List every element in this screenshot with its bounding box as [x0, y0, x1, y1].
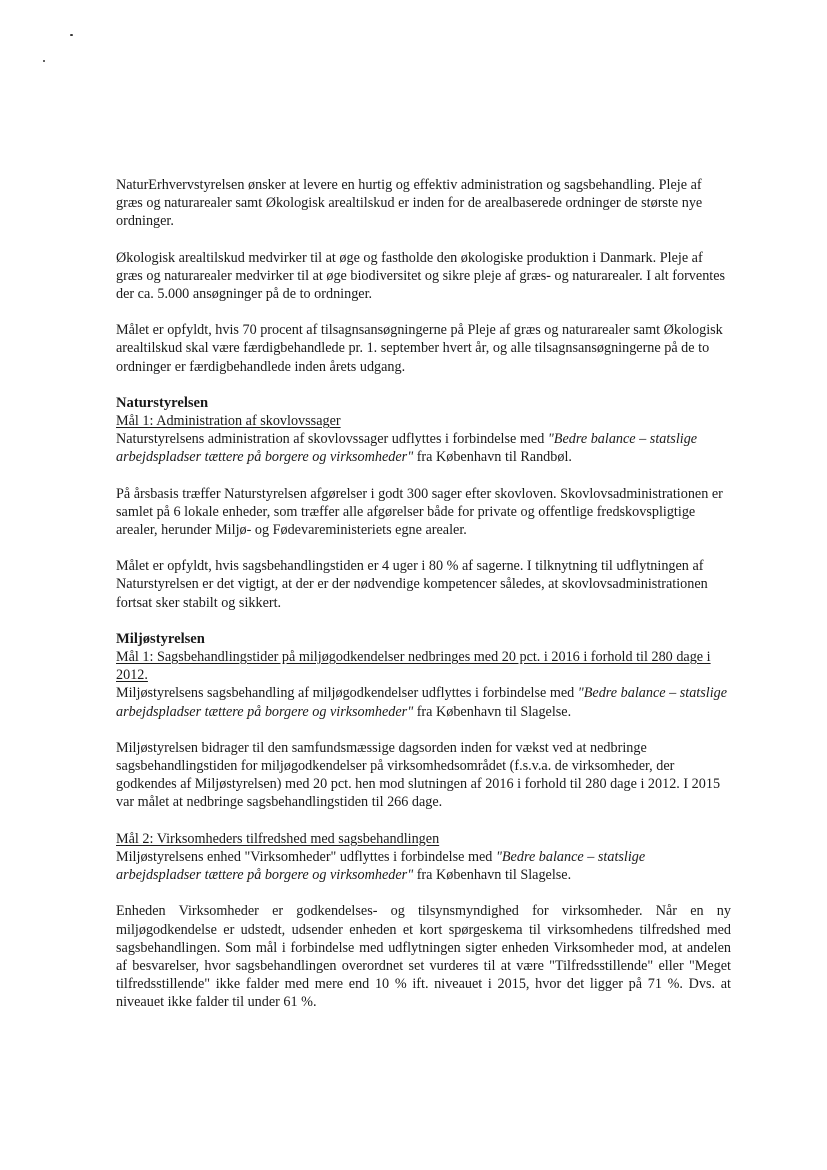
goal-paragraph: Målet er opfyldt, hvis sagsbehandlingstiden er 4 uger i 80 % af sagerne. I tilknytning til udflytningen af Naturstyrelsen er det vigtigt, at der er der nødvendige kompetencer således, at skovlovsadministrationen fortsat sker stabilt og sikkert.: [116, 558, 708, 611]
goal-title-miljostyrelsen-1: Mål 1: Sagsbehandlingstider på miljøgodkendelser nedbringes med 20 pct. i 2016 i forhold til 280 dage i 2012.: [116, 649, 711, 684]
section-heading-naturstyrelsen: Naturstyrelsen: [116, 394, 209, 411]
goal-paragraph: Miljøstyrelsen bidrager til den samfundsmæssige dagsorden inden for vækst ved at nedbringe sagsbehandlingstiden for miljøgodkendelser på virksomhedsområdet (f.s.v.a. de virksomheder, der godkendes af Miljøstyrelsen) med 20 pct. hen mod slutningen af 2016 i forhold til 280 dage i 2012. I 2015 var målet at nedbringe sagsbehandlingstiden til 266 dage.: [116, 739, 721, 811]
program-title-italic: "Bedre balance – statslige arbejdspladser tættere på borgere og virksomheder": [116, 848, 646, 884]
intro-paragraph-1: NaturErhvervstyrelsen ønsker at levere en hurtig og effektiv administration og sagsbehandling. Pleje af græs og naturarealer samt Økologisk arealtilskud er inden for de arealbaserede ordninger de største nye ordninger.: [116, 177, 703, 230]
intro-paragraph-3: Målet er opfyldt, hvis 70 procent af tilsagnsansøgningerne på Pleje af græs og naturarealer samt Økologisk arealtilskud skal være færdigbehandlede pr. 1. september hvert år, og alle tilsagnsansøgningerne på de to ordninger er færdigbehandlede inden årets udgang.: [116, 322, 723, 375]
goal-paragraph: [116, 430, 731, 466]
paragraph-text: fra København til Slagelse.: [413, 867, 572, 884]
document-body: [116, 176, 731, 1012]
scan-speck: [70, 34, 73, 36]
goal-paragraph: [116, 684, 731, 720]
paragraph-text: Miljøstyrelsens enhed "Virksomheder" udflyttes i forbindelse med: [116, 848, 496, 865]
paragraph-text: fra København til Slagelse.: [413, 703, 572, 720]
section-heading-miljostyrelsen: Miljøstyrelsen: [116, 630, 205, 647]
goal-title-naturstyrelsen-1: Mål 1: Administration af skovlovssager: [116, 413, 341, 430]
goal-title-miljostyrelsen-2: Mål 2: Virksomheders tilfredshed med sagsbehandlingen: [116, 830, 440, 847]
paragraph-text: fra København til Randbøl.: [413, 449, 572, 466]
paragraph-text: Miljøstyrelsens sagsbehandling af miljøgodkendelser udflyttes i forbindelse med: [116, 685, 578, 702]
goal-paragraph: [116, 848, 731, 884]
goal-paragraph: På årsbasis træffer Naturstyrelsen afgørelser i godt 300 sager efter skovloven. Skovlovsadministrationen er samlet på 6 lokale enheder, som træffer alle afgørelser både for private og offentlige fredskovspligtige arealer, herunder Miljø- og Fødevareministeriets egne arealer.: [116, 485, 723, 539]
program-title-italic: "Bedre balance – statslige arbejdspladser tættere på borgere og virksomheder": [116, 431, 698, 466]
intro-paragraph-2: Økologisk arealtilskud medvirker til at øge og fastholde den økologiske produktion i Danmark. Pleje af græs og naturarealer medvirker til at øge biodiversitet og sikre pleje af græs- og naturarealer. I alt forventes der ca. 5.000 ansøgninger på de to ordninger.: [116, 249, 726, 303]
program-title-italic: "Bedre balance – statslige arbejdspladser tættere på borgere og virksomheder": [116, 685, 728, 720]
goal-paragraph: Enheden Virksomheder er godkendelses- og tilsynsmyndighed for virksomheder. Når en ny miljøgodkendelse er udstedt, udsender enheden et kort spørgeskema til virksomhedens tilfredshed med sagsbehandlingen. Som mål i forbindelse med udflytningen sigter enheden Virksomheder mod, at andelen af besvarelser, hvor sagsbehandlingen overordnet set vurderes til at være "Tilfredsstillende" eller "Meget tilfredsstillende" ikke falder med mere end 10 % ift. niveauet i 2015, hvor det ligger på 71 %. Dvs. at niveauet ikke falder til under 61 %.: [116, 903, 731, 1011]
scan-speck: [43, 60, 45, 62]
paragraph-text: Naturstyrelsens administration af skovlovssager udflyttes i forbindelse med: [116, 431, 548, 448]
